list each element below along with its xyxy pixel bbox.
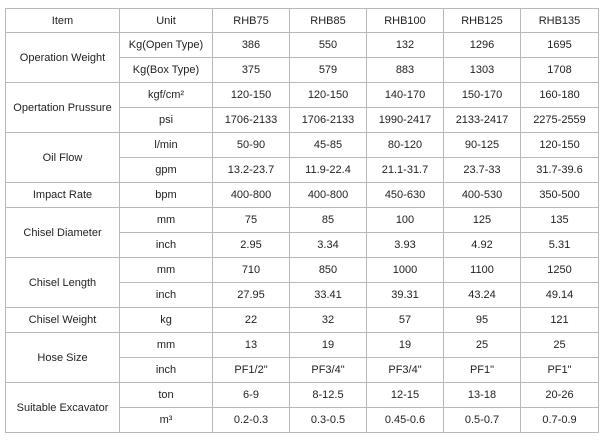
unit-cell: mm [120, 208, 213, 233]
value-cell: 75 [213, 208, 290, 233]
unit-cell: Kg(Box Type) [120, 58, 213, 83]
value-cell: 400-800 [290, 183, 367, 208]
value-cell: 125 [444, 208, 521, 233]
table-row [6, 208, 599, 233]
unit-cell: mm [120, 333, 213, 358]
value-cell: 3.34 [290, 233, 367, 258]
value-cell: 0.5-0.7 [444, 408, 521, 433]
value-cell: 883 [367, 58, 444, 83]
value-cell: 25 [444, 333, 521, 358]
value-cell: 386 [213, 33, 290, 58]
table-row [6, 83, 599, 108]
spec-table [5, 8, 599, 433]
value-cell: 25 [521, 333, 599, 358]
value-cell: 95 [444, 308, 521, 333]
table-row [6, 383, 599, 408]
value-cell: 2133-2417 [444, 108, 521, 133]
value-cell: 375 [213, 58, 290, 83]
value-cell: PF1/2" [213, 358, 290, 383]
header-model: RHB100 [367, 9, 444, 33]
value-cell: 1100 [444, 258, 521, 283]
unit-cell: m³ [120, 408, 213, 433]
value-cell: 32 [290, 308, 367, 333]
value-cell: 160-180 [521, 83, 599, 108]
value-cell: 13-18 [444, 383, 521, 408]
value-cell: 12-15 [367, 383, 444, 408]
table-row [6, 183, 599, 208]
item-label: Impact Rate [6, 183, 120, 208]
value-cell: 0.2-0.3 [213, 408, 290, 433]
value-cell: 4.92 [444, 233, 521, 258]
value-cell: 20-26 [521, 383, 599, 408]
table-row [6, 333, 599, 358]
value-cell: 400-530 [444, 183, 521, 208]
unit-cell: kg [120, 308, 213, 333]
value-cell: 120-150 [521, 133, 599, 158]
value-cell: 6-9 [213, 383, 290, 408]
value-cell: 1303 [444, 58, 521, 83]
unit-cell: kgf/cm² [120, 83, 213, 108]
value-cell: 0.3-0.5 [290, 408, 367, 433]
value-cell: 100 [367, 208, 444, 233]
value-cell: 49.14 [521, 283, 599, 308]
value-cell: 19 [367, 333, 444, 358]
header-model: RHB125 [444, 9, 521, 33]
value-cell: 450-630 [367, 183, 444, 208]
value-cell: 0.7-0.9 [521, 408, 599, 433]
value-cell: 2.95 [213, 233, 290, 258]
value-cell: 850 [290, 258, 367, 283]
header-item: Item [6, 9, 120, 33]
unit-cell: Kg(Open Type) [120, 33, 213, 58]
value-cell: PF1" [444, 358, 521, 383]
item-label: Chisel Diameter [6, 208, 120, 258]
value-cell: 43.24 [444, 283, 521, 308]
value-cell: 50-90 [213, 133, 290, 158]
value-cell: 22 [213, 308, 290, 333]
value-cell: 57 [367, 308, 444, 333]
item-label: Hose Size [6, 333, 120, 383]
value-cell: 90-125 [444, 133, 521, 158]
value-cell: 33.41 [290, 283, 367, 308]
value-cell: 400-800 [213, 183, 290, 208]
item-label: Chisel Weight [6, 308, 120, 333]
value-cell: 8-12.5 [290, 383, 367, 408]
table-row [6, 33, 599, 58]
unit-cell: l/min [120, 133, 213, 158]
value-cell: 39.31 [367, 283, 444, 308]
value-cell: PF3/4" [290, 358, 367, 383]
value-cell: 85 [290, 208, 367, 233]
value-cell: 23.7-33 [444, 158, 521, 183]
value-cell: 120-150 [213, 83, 290, 108]
value-cell: 135 [521, 208, 599, 233]
unit-cell: bpm [120, 183, 213, 208]
value-cell: 1708 [521, 58, 599, 83]
value-cell: 5.31 [521, 233, 599, 258]
value-cell: 150-170 [444, 83, 521, 108]
value-cell: 1706-2133 [290, 108, 367, 133]
table-row [6, 133, 599, 158]
value-cell: PF3/4" [367, 358, 444, 383]
table-row [6, 258, 599, 283]
unit-cell: gpm [120, 158, 213, 183]
value-cell: 350-500 [521, 183, 599, 208]
spec-table-container [5, 8, 599, 433]
unit-cell: inch [120, 283, 213, 308]
header-model: RHB135 [521, 9, 599, 33]
item-label: Suitable Excavator [6, 383, 120, 433]
value-cell: 140-170 [367, 83, 444, 108]
header-model: RHB85 [290, 9, 367, 33]
value-cell: 2275-2559 [521, 108, 599, 133]
header-model: RHB75 [213, 9, 290, 33]
value-cell: 19 [290, 333, 367, 358]
unit-cell: inch [120, 233, 213, 258]
value-cell: 1706-2133 [213, 108, 290, 133]
value-cell: 13.2-23.7 [213, 158, 290, 183]
value-cell: 1695 [521, 33, 599, 58]
value-cell: 1296 [444, 33, 521, 58]
item-label: Opertation Prussure [6, 83, 120, 133]
value-cell: 0.45-0.6 [367, 408, 444, 433]
value-cell: 120-150 [290, 83, 367, 108]
spec-table-body [6, 33, 599, 433]
value-cell: 13 [213, 333, 290, 358]
unit-cell: inch [120, 358, 213, 383]
value-cell: 1250 [521, 258, 599, 283]
item-label: Oil Flow [6, 133, 120, 183]
value-cell: 3.93 [367, 233, 444, 258]
value-cell: 1000 [367, 258, 444, 283]
value-cell: 27.95 [213, 283, 290, 308]
header-row [6, 9, 599, 33]
unit-cell: mm [120, 258, 213, 283]
item-label: Operation Weight [6, 33, 120, 83]
value-cell: 11.9-22.4 [290, 158, 367, 183]
value-cell: 45-85 [290, 133, 367, 158]
header-unit: Unit [120, 9, 213, 33]
value-cell: 21.1-31.7 [367, 158, 444, 183]
value-cell: 710 [213, 258, 290, 283]
value-cell: 550 [290, 33, 367, 58]
table-row [6, 308, 599, 333]
value-cell: 31.7-39.6 [521, 158, 599, 183]
unit-cell: ton [120, 383, 213, 408]
value-cell: PF1" [521, 358, 599, 383]
value-cell: 579 [290, 58, 367, 83]
unit-cell: psi [120, 108, 213, 133]
item-label: Chisel Length [6, 258, 120, 308]
value-cell: 132 [367, 33, 444, 58]
value-cell: 80-120 [367, 133, 444, 158]
value-cell: 121 [521, 308, 599, 333]
value-cell: 1990-2417 [367, 108, 444, 133]
